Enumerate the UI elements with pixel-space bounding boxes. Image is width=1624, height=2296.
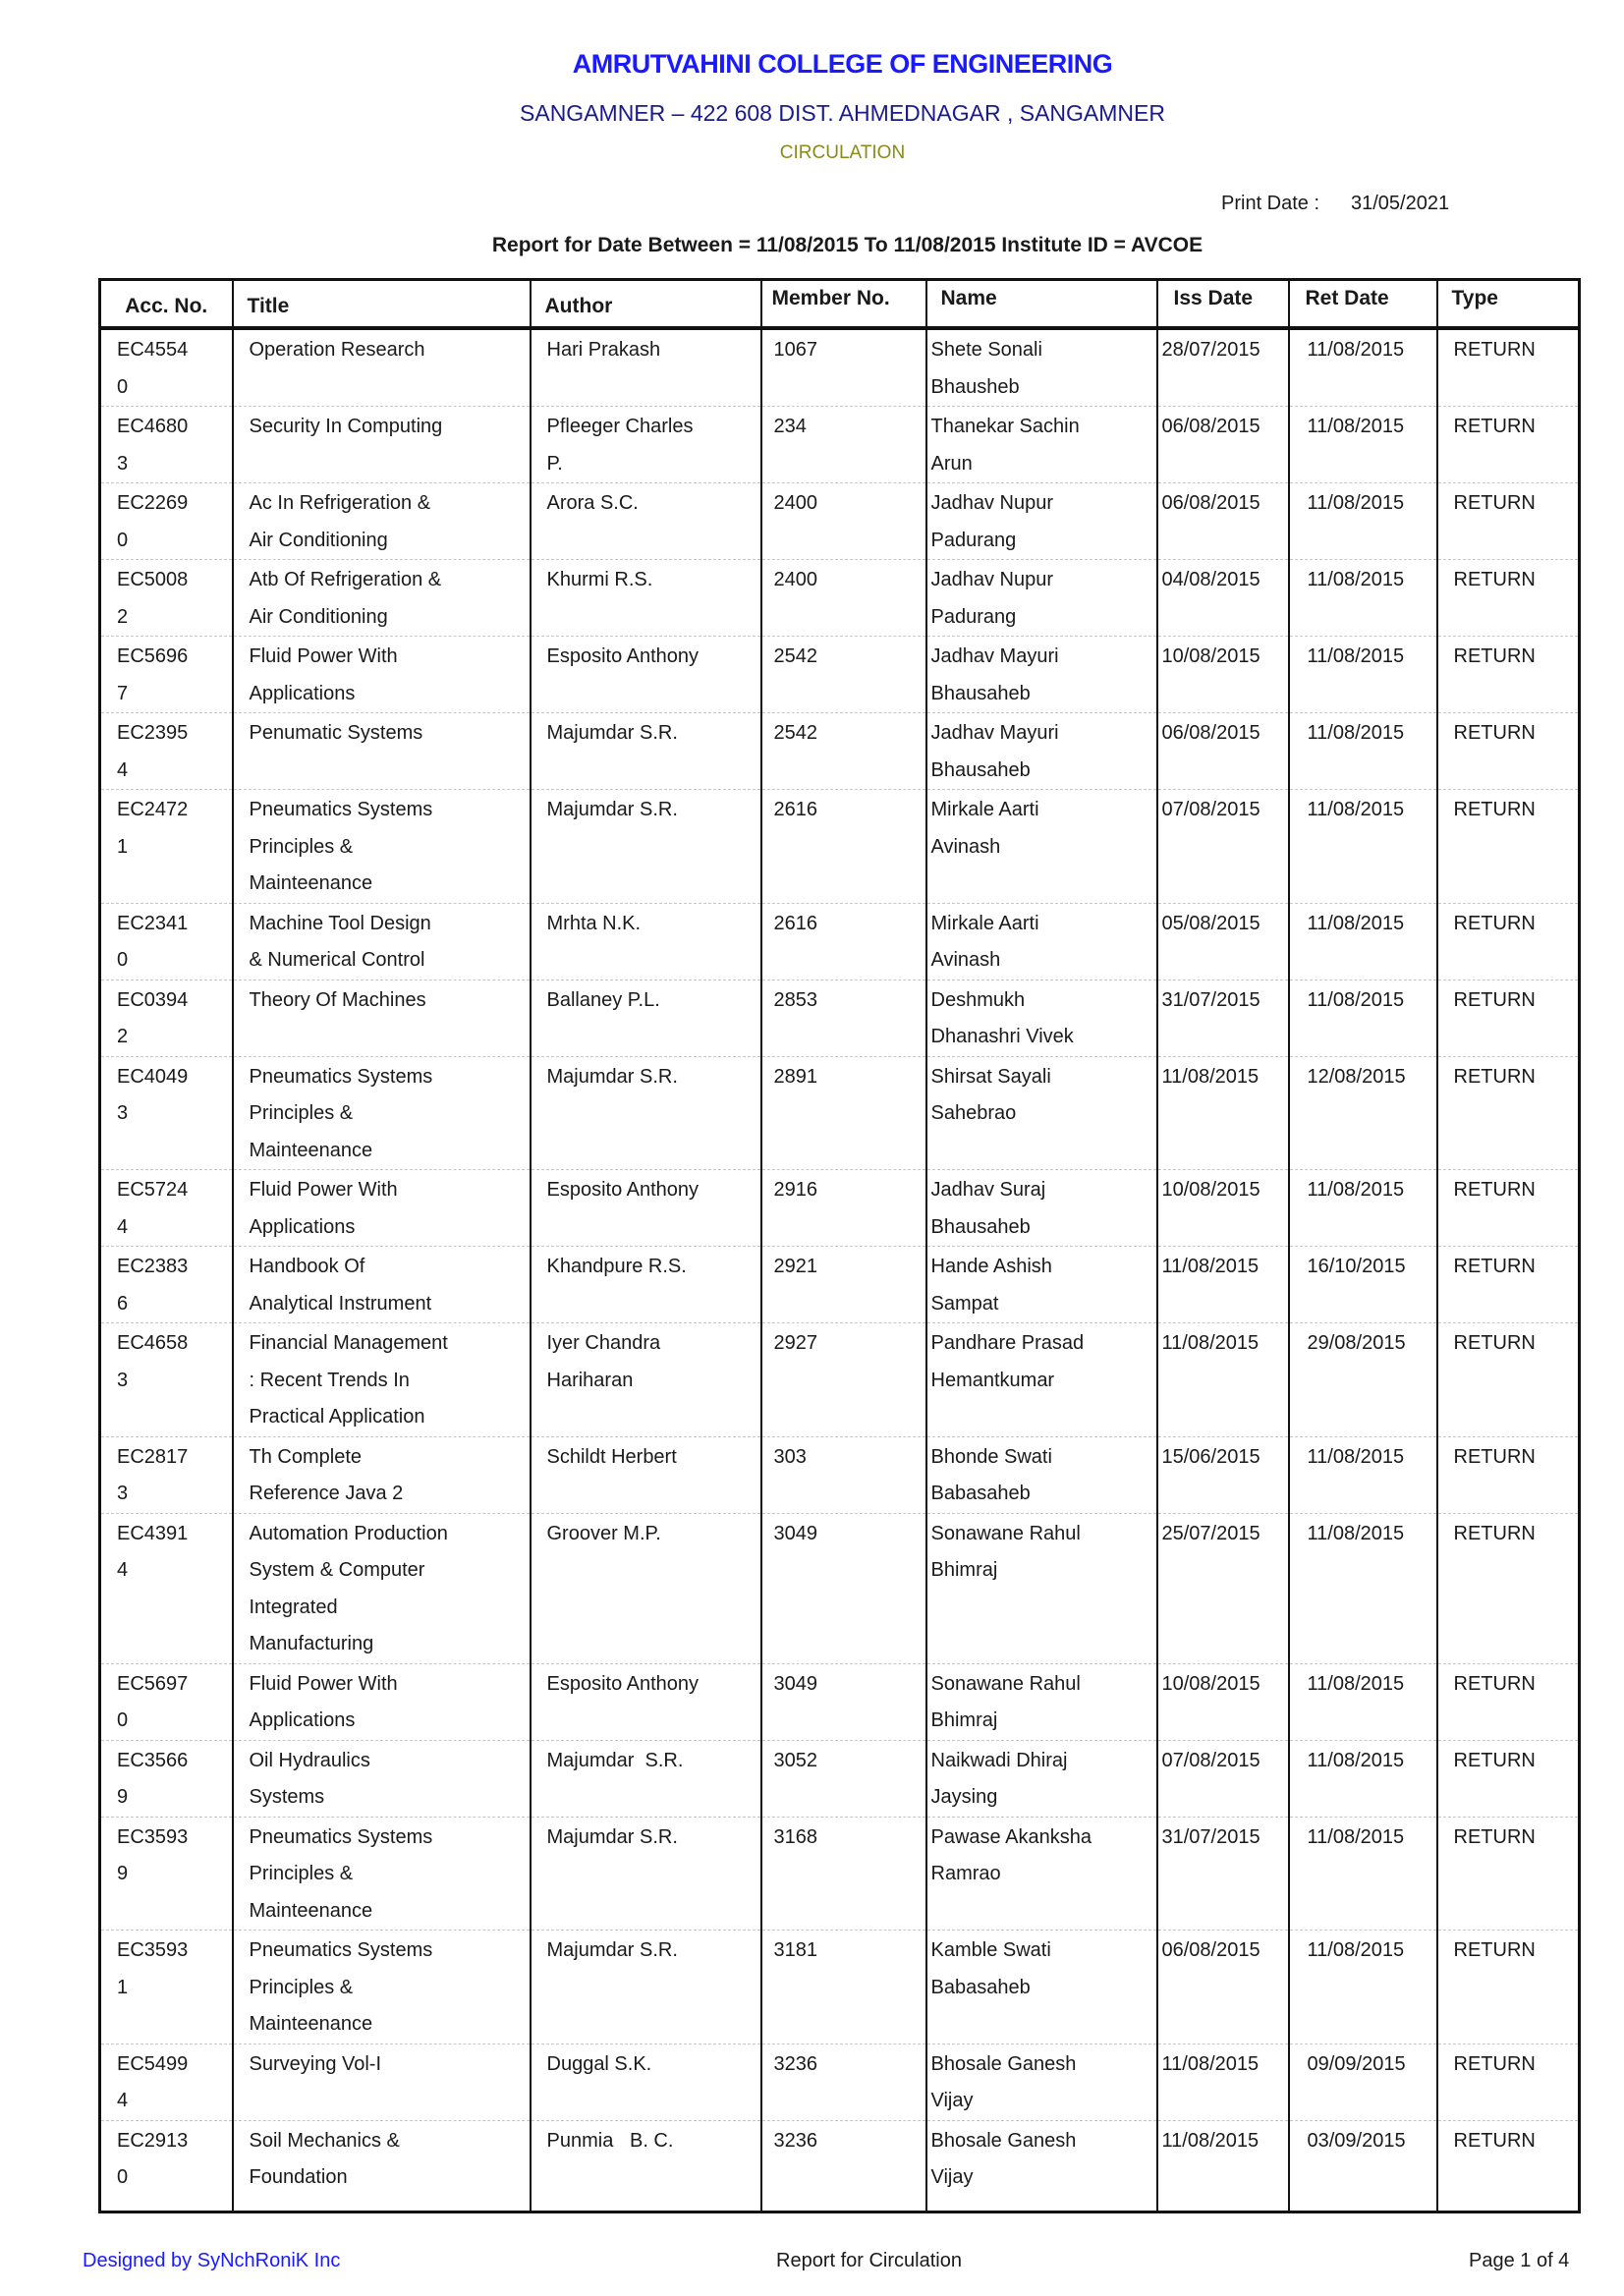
cell-type: RETURN	[1437, 790, 1580, 904]
cell-author: Khandpure R.S.	[531, 1247, 761, 1323]
print-date	[1221, 193, 1449, 215]
table-row	[100, 980, 1580, 1056]
cell-title: Automation Production System & Computer Integrated Manufacturing	[233, 1513, 531, 1663]
table-body	[100, 328, 1580, 2212]
cell-type: RETURN	[1437, 1170, 1580, 1247]
cell-iss-date: 11/08/2015	[1157, 2120, 1289, 2212]
cell-member-no: 1067	[761, 328, 926, 407]
cell-acc-no: EC2395 4	[100, 713, 233, 790]
cell-acc-no: EC5696 7	[100, 637, 233, 713]
cell-name: Bhosale Ganesh Vijay	[926, 2044, 1157, 2120]
cell-member-no: 2921	[761, 1247, 926, 1323]
table-row	[100, 483, 1580, 560]
cell-author: Ballaney P.L.	[531, 980, 761, 1056]
cell-name: Thanekar Sachin Arun	[926, 407, 1157, 483]
cell-ret-date: 11/08/2015	[1289, 483, 1437, 560]
table-row	[100, 1817, 1580, 1931]
table-row	[100, 1436, 1580, 1513]
cell-type: RETURN	[1437, 1931, 1580, 2044]
cell-acc-no: EC4680 3	[100, 407, 233, 483]
cell-title: Pneumatics Systems Principles & Mainteenance	[233, 1931, 531, 2044]
cell-ret-date: 11/08/2015	[1289, 1513, 1437, 1663]
cell-iss-date: 31/07/2015	[1157, 980, 1289, 1056]
cell-ret-date: 11/08/2015	[1289, 560, 1437, 637]
cell-acc-no: EC4049 3	[100, 1056, 233, 1170]
table-header-row	[100, 280, 1580, 329]
cell-acc-no: EC3593 1	[100, 1931, 233, 2044]
cell-member-no: 2853	[761, 980, 926, 1056]
cell-iss-date: 10/08/2015	[1157, 1663, 1289, 1740]
cell-member-no: 3236	[761, 2044, 926, 2120]
cell-member-no: 3049	[761, 1663, 926, 1740]
cell-type: RETURN	[1437, 1323, 1580, 1437]
cell-author: Schildt Herbert	[531, 1436, 761, 1513]
cell-iss-date: 04/08/2015	[1157, 560, 1289, 637]
cell-acc-no: EC5008 2	[100, 560, 233, 637]
cell-ret-date: 11/08/2015	[1289, 1817, 1437, 1931]
cell-author: Pfleeger Charles P.	[531, 407, 761, 483]
cell-ret-date: 09/09/2015	[1289, 2044, 1437, 2120]
cell-member-no: 2400	[761, 560, 926, 637]
cell-title: Ac In Refrigeration & Air Conditioning	[233, 483, 531, 560]
cell-type: RETURN	[1437, 1056, 1580, 1170]
cell-iss-date: 11/08/2015	[1157, 2044, 1289, 2120]
cell-author: Khurmi R.S.	[531, 560, 761, 637]
cell-title: Atb Of Refrigeration & Air Conditioning	[233, 560, 531, 637]
cell-author: Groover M.P.	[531, 1513, 761, 1663]
cell-member-no: 3168	[761, 1817, 926, 1931]
cell-acc-no: EC4554 0	[100, 328, 233, 407]
footer-page-number: Page 1 of 4	[1469, 2250, 1570, 2271]
cell-author: Arora S.C.	[531, 483, 761, 560]
cell-iss-date: 11/08/2015	[1157, 1056, 1289, 1170]
cell-title: Financial Management : Recent Trends In Practical Application	[233, 1323, 531, 1437]
cell-ret-date: 11/08/2015	[1289, 713, 1437, 790]
cell-iss-date: 07/08/2015	[1157, 1740, 1289, 1817]
cell-ret-date: 11/08/2015	[1289, 637, 1437, 713]
cell-name: Jadhav Nupur Padurang	[926, 483, 1157, 560]
cell-name: Jadhav Mayuri Bhausaheb	[926, 637, 1157, 713]
table-row	[100, 1740, 1580, 1817]
cell-ret-date: 11/08/2015	[1289, 1170, 1437, 1247]
report-criteria: Report for Date Between = 11/08/2015 To 11/08/2015 Institute ID = AVCOE	[491, 234, 1204, 256]
footer-report-name: Report for Circulation	[776, 2250, 962, 2271]
cell-type: RETURN	[1437, 2120, 1580, 2212]
table-row	[100, 2044, 1580, 2120]
cell-author: Hari Prakash	[531, 328, 761, 407]
cell-acc-no: EC2341 0	[100, 903, 233, 980]
table-row	[100, 1931, 1580, 2044]
cell-acc-no: EC5499 4	[100, 2044, 233, 2120]
cell-title: Pneumatics Systems Principles & Mainteenance	[233, 790, 531, 904]
cell-author: Majumdar S.R.	[531, 1817, 761, 1931]
print-date-value: 31/05/2021	[1351, 193, 1450, 214]
cell-type: RETURN	[1437, 483, 1580, 560]
cell-type: RETURN	[1437, 903, 1580, 980]
cell-iss-date: 06/08/2015	[1157, 483, 1289, 560]
cell-member-no: 2916	[761, 1170, 926, 1247]
table-row	[100, 1170, 1580, 1247]
cell-member-no: 2542	[761, 637, 926, 713]
cell-name: Jadhav Suraj Bhausaheb	[926, 1170, 1157, 1247]
table-row	[100, 637, 1580, 713]
cell-type: RETURN	[1437, 1513, 1580, 1663]
cell-member-no: 3236	[761, 2120, 926, 2212]
table-row	[100, 1513, 1580, 1663]
cell-name: Sonawane Rahul Bhimraj	[926, 1663, 1157, 1740]
cell-iss-date: 06/08/2015	[1157, 1931, 1289, 2044]
cell-ret-date: 11/08/2015	[1289, 1931, 1437, 2044]
cell-member-no: 3052	[761, 1740, 926, 1817]
col-header-acc-no: Acc. No.	[100, 280, 233, 329]
table-row	[100, 407, 1580, 483]
cell-iss-date: 06/08/2015	[1157, 713, 1289, 790]
cell-name: Sonawane Rahul Bhimraj	[926, 1513, 1157, 1663]
cell-acc-no: EC2913 0	[100, 2120, 233, 2212]
institution-title: AMRUTVAHINI COLLEGE OF ENGINEERING	[572, 49, 1113, 79]
cell-author: Esposito Anthony	[531, 1170, 761, 1247]
col-header-member-no: Member No.	[761, 280, 926, 329]
cell-acc-no: EC5697 0	[100, 1663, 233, 1740]
table-row	[100, 1056, 1580, 1170]
cell-name: Hande Ashish Sampat	[926, 1247, 1157, 1323]
cell-member-no: 2542	[761, 713, 926, 790]
cell-member-no: 234	[761, 407, 926, 483]
cell-author: Majumdar S.R.	[531, 1056, 761, 1170]
cell-acc-no: EC4658 3	[100, 1323, 233, 1437]
cell-member-no: 3181	[761, 1931, 926, 2044]
cell-iss-date: 06/08/2015	[1157, 407, 1289, 483]
table-row	[100, 713, 1580, 790]
cell-name: Bhosale Ganesh Vijay	[926, 2120, 1157, 2212]
cell-author: Esposito Anthony	[531, 1663, 761, 1740]
cell-ret-date: 12/08/2015	[1289, 1056, 1437, 1170]
cell-acc-no: EC4391 4	[100, 1513, 233, 1663]
cell-ret-date: 11/08/2015	[1289, 1663, 1437, 1740]
cell-name: Shirsat Sayali Sahebrao	[926, 1056, 1157, 1170]
cell-iss-date: 11/08/2015	[1157, 1323, 1289, 1437]
cell-title: Machine Tool Design & Numerical Control	[233, 903, 531, 980]
cell-member-no: 3049	[761, 1513, 926, 1663]
cell-ret-date: 11/08/2015	[1289, 790, 1437, 904]
col-header-ret-date: Ret Date	[1289, 280, 1437, 329]
cell-iss-date: 10/08/2015	[1157, 1170, 1289, 1247]
cell-ret-date: 11/08/2015	[1289, 980, 1437, 1056]
cell-name: Deshmukh Dhanashri Vivek	[926, 980, 1157, 1056]
cell-ret-date: 29/08/2015	[1289, 1323, 1437, 1437]
cell-type: RETURN	[1437, 2044, 1580, 2120]
cell-title: Fluid Power With Applications	[233, 637, 531, 713]
cell-acc-no: EC3566 9	[100, 1740, 233, 1817]
cell-ret-date: 11/08/2015	[1289, 903, 1437, 980]
table-row	[100, 1247, 1580, 1323]
cell-author: Majumdar S.R.	[531, 713, 761, 790]
cell-author: Esposito Anthony	[531, 637, 761, 713]
cell-member-no: 303	[761, 1436, 926, 1513]
cell-title: Fluid Power With Applications	[233, 1170, 531, 1247]
col-header-author: Author	[531, 280, 761, 329]
cell-ret-date: 11/08/2015	[1289, 1740, 1437, 1817]
cell-name: Bhonde Swati Babasaheb	[926, 1436, 1157, 1513]
cell-member-no: 2616	[761, 903, 926, 980]
cell-acc-no: EC2817 3	[100, 1436, 233, 1513]
cell-type: RETURN	[1437, 1663, 1580, 1740]
table-row	[100, 790, 1580, 904]
cell-author: Majumdar S.R.	[531, 1931, 761, 2044]
cell-member-no: 2927	[761, 1323, 926, 1437]
cell-iss-date: 11/08/2015	[1157, 1247, 1289, 1323]
table-row	[100, 903, 1580, 980]
cell-name: Jadhav Nupur Padurang	[926, 560, 1157, 637]
cell-name: Kamble Swati Babasaheb	[926, 1931, 1157, 2044]
cell-iss-date: 10/08/2015	[1157, 637, 1289, 713]
cell-title: Pneumatics Systems Principles & Mainteenance	[233, 1817, 531, 1931]
cell-type: RETURN	[1437, 1740, 1580, 1817]
cell-iss-date: 15/06/2015	[1157, 1436, 1289, 1513]
cell-title: Operation Research	[233, 328, 531, 407]
cell-ret-date: 11/08/2015	[1289, 1436, 1437, 1513]
cell-ret-date: 11/08/2015	[1289, 407, 1437, 483]
cell-ret-date: 16/10/2015	[1289, 1247, 1437, 1323]
table-row	[100, 328, 1580, 407]
cell-type: RETURN	[1437, 407, 1580, 483]
cell-name: Naikwadi Dhiraj Jaysing	[926, 1740, 1157, 1817]
cell-member-no: 2891	[761, 1056, 926, 1170]
cell-name: Mirkale Aarti Avinash	[926, 903, 1157, 980]
cell-acc-no: EC5724 4	[100, 1170, 233, 1247]
cell-title: Handbook Of Analytical Instrument	[233, 1247, 531, 1323]
cell-name: Jadhav Mayuri Bhausaheb	[926, 713, 1157, 790]
cell-type: RETURN	[1437, 713, 1580, 790]
table-row	[100, 1323, 1580, 1437]
cell-iss-date: 28/07/2015	[1157, 328, 1289, 407]
cell-title: Penumatic Systems	[233, 713, 531, 790]
cell-iss-date: 31/07/2015	[1157, 1817, 1289, 1931]
cell-title: Oil Hydraulics Systems	[233, 1740, 531, 1817]
cell-type: RETURN	[1437, 1817, 1580, 1931]
institution-address: SANGAMNER – 422 608 DIST. AHMEDNAGAR , SANGAMNER	[520, 100, 1165, 126]
table-row	[100, 1663, 1580, 1740]
cell-member-no: 2400	[761, 483, 926, 560]
cell-acc-no: EC0394 2	[100, 980, 233, 1056]
cell-name: Shete Sonali Bhausheb	[926, 328, 1157, 407]
cell-acc-no: EC2269 0	[100, 483, 233, 560]
cell-acc-no: EC3593 9	[100, 1817, 233, 1931]
cell-type: RETURN	[1437, 328, 1580, 407]
cell-iss-date: 25/07/2015	[1157, 1513, 1289, 1663]
cell-author: Majumdar S.R.	[531, 1740, 761, 1817]
table-row	[100, 2120, 1580, 2212]
col-header-title: Title	[233, 280, 531, 329]
cell-title: Th Complete Reference Java 2	[233, 1436, 531, 1513]
cell-member-no: 2616	[761, 790, 926, 904]
cell-ret-date: 11/08/2015	[1289, 328, 1437, 407]
cell-iss-date: 07/08/2015	[1157, 790, 1289, 904]
table-row	[100, 560, 1580, 637]
cell-author: Duggal S.K.	[531, 2044, 761, 2120]
cell-title: Pneumatics Systems Principles & Mainteenance	[233, 1056, 531, 1170]
cell-name: Mirkale Aarti Avinash	[926, 790, 1157, 904]
cell-title: Security In Computing	[233, 407, 531, 483]
cell-author: Mrhta N.K.	[531, 903, 761, 980]
cell-author: Iyer Chandra Hariharan	[531, 1323, 761, 1437]
circulation-table	[98, 278, 1581, 2213]
cell-type: RETURN	[1437, 980, 1580, 1056]
cell-type: RETURN	[1437, 1436, 1580, 1513]
cell-type: RETURN	[1437, 1247, 1580, 1323]
col-header-iss-date: Iss Date	[1157, 280, 1289, 329]
cell-ret-date: 03/09/2015	[1289, 2120, 1437, 2212]
cell-title: Soil Mechanics & Foundation	[233, 2120, 531, 2212]
cell-name: Pandhare Prasad Hemantkumar	[926, 1323, 1157, 1437]
cell-title: Theory Of Machines	[233, 980, 531, 1056]
col-header-name: Name	[926, 280, 1157, 329]
cell-author: Majumdar S.R.	[531, 790, 761, 904]
cell-title: Fluid Power With Applications	[233, 1663, 531, 1740]
cell-title: Surveying Vol-I	[233, 2044, 531, 2120]
cell-iss-date: 05/08/2015	[1157, 903, 1289, 980]
cell-type: RETURN	[1437, 637, 1580, 713]
cell-acc-no: EC2472 1	[100, 790, 233, 904]
col-header-type: Type	[1437, 280, 1580, 329]
print-date-label: Print Date :	[1221, 193, 1320, 214]
cell-author: Punmia B. C.	[531, 2120, 761, 2212]
cell-name: Pawase Akanksha Ramrao	[926, 1817, 1157, 1931]
footer-designer: Designed by SyNchRoniK Inc	[83, 2250, 341, 2271]
section-title: CIRCULATION	[779, 142, 906, 163]
cell-acc-no: EC2383 6	[100, 1247, 233, 1323]
cell-type: RETURN	[1437, 560, 1580, 637]
